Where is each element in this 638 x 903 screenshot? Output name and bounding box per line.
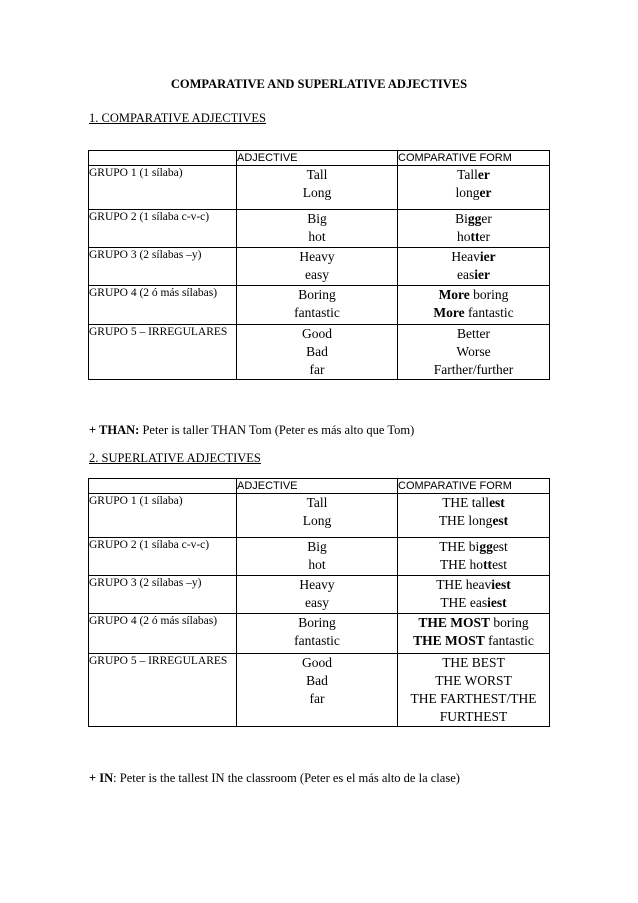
than-note	[89, 423, 414, 438]
table-row	[89, 286, 550, 325]
form-segment: er	[479, 185, 492, 200]
form-segment: Farther/further	[433, 362, 514, 377]
adjective-word: Big	[307, 539, 327, 554]
form-segment: More	[433, 305, 465, 320]
form-line	[398, 248, 549, 266]
adjective-word: Tall	[306, 495, 328, 510]
form-segment: THE FARTHEST/THE FURTHEST	[410, 691, 537, 724]
table-row	[89, 248, 550, 286]
form-segment: tt	[470, 229, 480, 244]
adjective-cell	[237, 325, 398, 380]
group-cell: GRUPO 5 – IRREGULARES	[89, 325, 237, 380]
form-line	[398, 494, 549, 512]
group-cell: GRUPO 3 (2 sílabas –y)	[89, 576, 237, 614]
adjective-cell	[237, 248, 398, 286]
form-segment: THE MOST	[418, 615, 490, 630]
superlative-form-cell	[398, 614, 550, 654]
group-cell: GRUPO 1 (1 sílaba)	[89, 166, 237, 210]
form-line	[398, 343, 549, 361]
form-line	[398, 210, 549, 228]
header-blank-cell	[89, 151, 237, 166]
form-segment: fantastic	[484, 633, 534, 648]
comparative-form-cell	[398, 325, 550, 380]
form-line	[398, 538, 549, 556]
superlative-table	[88, 478, 550, 727]
comparative-form-cell	[398, 210, 550, 248]
adjective-word: hot	[308, 557, 326, 572]
form-line	[398, 325, 549, 343]
form-segment: Bi	[455, 211, 468, 226]
note-segment: + IN	[89, 771, 114, 785]
adjective-word: Long	[302, 513, 332, 528]
table-header-row	[89, 479, 550, 494]
table-row	[89, 654, 550, 727]
table-row	[89, 576, 550, 614]
header-comparative-form: COMPARATIVE FORM	[398, 151, 550, 166]
comparative-form-cell	[398, 286, 550, 325]
adjective-word: Tall	[306, 167, 328, 182]
adjective-cell	[237, 538, 398, 576]
comparative-form-cell	[398, 248, 550, 286]
form-segment: THE BEST	[442, 655, 505, 670]
adjective-cell	[237, 614, 398, 654]
form-segment: iest	[487, 595, 507, 610]
form-segment: fantastic	[464, 305, 514, 320]
form-segment: THE long	[438, 513, 493, 528]
form-segment: gg	[479, 539, 493, 554]
table-row	[89, 538, 550, 576]
group-cell: GRUPO 1 (1 sílaba)	[89, 494, 237, 538]
table-row	[89, 166, 550, 210]
form-line	[398, 304, 549, 322]
form-line	[398, 184, 549, 202]
form-segment: THE tall	[442, 495, 490, 510]
header-adjective: ADJECTIVE	[237, 151, 398, 166]
form-line	[398, 361, 549, 379]
adjective-word: far	[309, 362, 325, 377]
adjective-cell	[237, 494, 398, 538]
adjective-word: Long	[302, 185, 332, 200]
form-segment: Worse	[456, 344, 491, 359]
group-cell: GRUPO 4 (2 ó más sílabas)	[89, 286, 237, 325]
comparative-form-cell	[398, 166, 550, 210]
superlative-form-cell	[398, 576, 550, 614]
adjective-word: Good	[302, 326, 332, 341]
group-cell: GRUPO 2 (1 sílaba c-v-c)	[89, 538, 237, 576]
adjective-word: easy	[305, 267, 329, 282]
form-line	[398, 632, 549, 650]
form-segment: er	[477, 167, 490, 182]
group-cell: GRUPO 5 – IRREGULARES	[89, 654, 237, 727]
adjective-word: easy	[305, 595, 329, 610]
adjective-cell	[237, 576, 398, 614]
form-segment: gg	[467, 211, 482, 226]
header-adjective: ADJECTIVE	[237, 479, 398, 494]
table-row	[89, 614, 550, 654]
form-segment: est	[492, 557, 508, 572]
form-segment: eas	[457, 267, 475, 282]
adjective-word: Boring	[298, 287, 336, 302]
form-segment: THE bi	[439, 539, 480, 554]
form-segment: long	[455, 185, 480, 200]
form-segment: More	[438, 287, 470, 302]
adjective-word: Bad	[306, 673, 328, 688]
table-header-row	[89, 151, 550, 166]
note-segment: + THAN:	[89, 423, 140, 437]
adjective-cell	[237, 210, 398, 248]
form-segment: er	[481, 211, 492, 226]
form-segment: Better	[457, 326, 490, 341]
table-row	[89, 494, 550, 538]
form-segment: tt	[483, 557, 493, 572]
adjective-word: Heavy	[299, 577, 335, 592]
form-segment: boring	[469, 287, 509, 302]
note-segment: : Peter is the tallest IN the classroom (Peter es el más alto de la clase)	[113, 771, 460, 785]
group-cell: GRUPO 3 (2 sílabas –y)	[89, 248, 237, 286]
form-line	[398, 166, 549, 184]
form-line	[398, 556, 549, 574]
form-segment: ho	[457, 229, 471, 244]
form-segment: THE WORST	[435, 673, 512, 688]
form-line	[398, 228, 549, 246]
form-segment: Heav	[451, 249, 480, 264]
adjective-cell	[237, 286, 398, 325]
comparative-table	[88, 150, 550, 380]
adjective-word: far	[309, 691, 325, 706]
superlative-form-cell	[398, 494, 550, 538]
form-segment: THE MOST	[413, 633, 485, 648]
form-line	[398, 654, 549, 672]
form-segment: iest	[491, 577, 511, 592]
form-segment: THE eas	[440, 595, 488, 610]
group-cell: GRUPO 2 (1 sílaba c-v-c)	[89, 210, 237, 248]
form-segment: Tall	[457, 167, 478, 182]
note-segment: Peter is taller THAN Tom (Peter es más alto que Tom)	[139, 423, 415, 437]
form-line	[398, 690, 549, 726]
group-cell: GRUPO 4 (2 ó más sílabas)	[89, 614, 237, 654]
superlative-form-cell	[398, 654, 550, 727]
page-title: COMPARATIVE AND SUPERLATIVE ADJECTIVES	[170, 77, 468, 91]
form-line	[398, 286, 549, 304]
adjective-word: fantastic	[294, 633, 340, 648]
adjective-word: Good	[302, 655, 332, 670]
form-line	[398, 512, 549, 530]
table-row	[89, 325, 550, 380]
adjective-word: hot	[308, 229, 326, 244]
adjective-word: Big	[307, 211, 327, 226]
adjective-cell	[237, 654, 398, 727]
form-segment: ier	[479, 249, 496, 264]
adjective-word: fantastic	[294, 305, 340, 320]
adjective-word: Boring	[298, 615, 336, 630]
header-blank-cell	[89, 479, 237, 494]
form-segment: est	[492, 513, 509, 528]
form-segment: ier	[474, 267, 490, 282]
form-line	[398, 266, 549, 284]
in-note	[89, 771, 460, 786]
form-segment: er	[479, 229, 490, 244]
header-superlative-form: COMPARATIVE FORM	[398, 479, 550, 494]
form-segment: boring	[490, 615, 529, 630]
form-segment: est	[492, 539, 508, 554]
superlative-heading: 2. SUPERLATIVE ADJECTIVES	[89, 451, 261, 465]
comparative-heading: 1. COMPARATIVE ADJECTIVES	[89, 111, 266, 125]
adjective-word: Heavy	[299, 249, 335, 264]
form-segment: THE heav	[436, 577, 492, 592]
form-line	[398, 594, 549, 612]
form-line	[398, 672, 549, 690]
form-line	[398, 576, 549, 594]
adjective-word: Bad	[306, 344, 328, 359]
form-segment: THE ho	[439, 557, 484, 572]
adjective-cell	[237, 166, 398, 210]
table-row	[89, 210, 550, 248]
form-line	[398, 614, 549, 632]
superlative-form-cell	[398, 538, 550, 576]
form-segment: est	[489, 495, 505, 510]
